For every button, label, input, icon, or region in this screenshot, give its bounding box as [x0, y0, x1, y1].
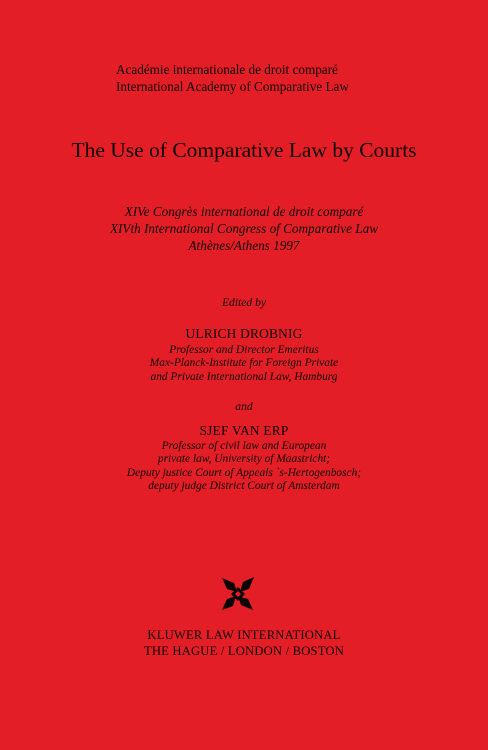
- academy-name-english: International Academy of Comparative Law: [116, 79, 349, 94]
- editor-affiliation-line: Deputy justice Court of Appeals `s-Hertogenbosch;: [126, 466, 362, 479]
- congress-name-french: XIVe Congrès international de droit comparé: [124, 204, 364, 219]
- editor-affiliation-line: Professor and Director Emeritus: [169, 344, 319, 356]
- academy-name-french: Académie internationale de droit comparé: [116, 62, 338, 77]
- editor-affiliation-line: private law, University of Maastricht;: [157, 453, 331, 466]
- congress-place-year: Athènes/Athens 1997: [188, 238, 300, 253]
- book-title: The Use of Comparative Law by Courts: [71, 138, 417, 162]
- edited-by-label: Edited by: [221, 296, 267, 309]
- publisher-info: [0, 627, 488, 659]
- editor-name-2: SJEF VAN ERP: [199, 423, 289, 438]
- publisher-cities: THE HAGUE / LONDON / BOSTON: [143, 644, 344, 658]
- editor-affiliation-line: Max-Planck-Institute for Foreign Private: [149, 357, 339, 370]
- editor-name-1: ULRICH DROBNIG: [185, 326, 303, 341]
- academy-heading: [116, 61, 349, 95]
- kluwer-logo-icon: [218, 574, 258, 614]
- congress-name-english: XIVth International Congress of Comparative Law: [109, 221, 379, 236]
- publisher-name: KLUWER LAW INTERNATIONAL: [147, 628, 341, 642]
- editor-affiliation-1: [0, 344, 488, 384]
- congress-info: [0, 203, 488, 254]
- editor-affiliation-2: [0, 440, 488, 493]
- and-separator: and: [235, 400, 253, 413]
- editor-affiliation-line: deputy judge District Court of Amsterdam: [148, 479, 340, 492]
- editor-affiliation-line: and Private International Law, Hamburg: [150, 370, 338, 383]
- editor-affiliation-line: Professor of civil law and European: [161, 440, 327, 452]
